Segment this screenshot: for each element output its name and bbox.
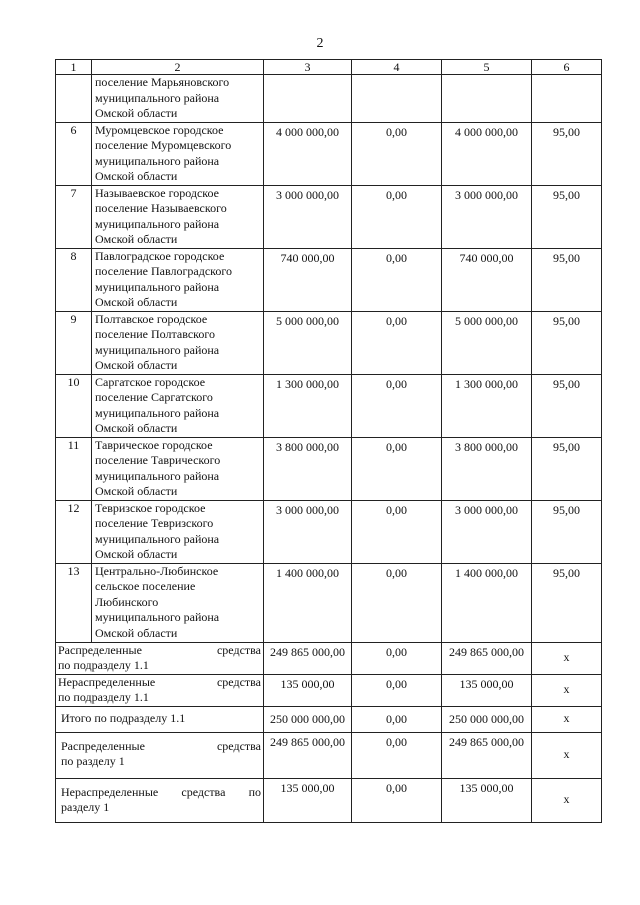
amount-col3: 1 300 000,00 [264,374,352,437]
amount-col5: 1 300 000,00 [442,374,532,437]
municipality-name [92,374,264,437]
not-applicable-mark: х [532,778,602,822]
amount-col4: 0,00 [352,674,442,706]
column-number: 2 [92,60,264,75]
name-line: Любинского [95,594,159,609]
amount-col4: 0,00 [352,500,442,563]
not-applicable-mark: х [532,674,602,706]
name-line: поселение Павлоградского [95,264,233,278]
table-row [56,311,602,374]
row-number: 7 [56,185,92,248]
summary-label [56,732,264,778]
name-line: Муромцевское городское [95,122,224,137]
amount-col5: 4 000 000,00 [442,122,532,185]
percent-col6: 95,00 [532,185,602,248]
column-number: 6 [532,60,602,75]
amount-col3: 135 000,00 [264,778,352,822]
percent-col6: 95,00 [532,311,602,374]
amount-col3: 4 000 000,00 [264,122,352,185]
name-line: поселение Таврического [95,453,221,467]
summary-word: средства [216,642,261,657]
amount-col4: 0,00 [352,374,442,437]
summary-label-line2: по разделу 1 [61,754,125,768]
amount-col3: 135 000,00 [264,674,352,706]
table-row [56,122,602,185]
municipality-name [92,122,264,185]
table-row [56,75,602,123]
amount-col4: 0,00 [352,706,442,732]
amount-col3: 250 000 000,00 [264,706,352,732]
allocation-table [55,59,602,823]
amount-col4: 0,00 [352,563,442,642]
amount-col5: 1 400 000,00 [442,563,532,642]
summary-label [56,674,264,706]
name-line: поселение Полтавского [95,327,215,341]
amount-col5: 3 800 000,00 [442,437,532,500]
percent-col6: 95,00 [532,122,602,185]
name-line: муниципального района [95,405,220,420]
name-line: сельское поселение [95,579,196,593]
amount-col5: 250 000 000,00 [442,706,532,732]
row-number: 9 [56,311,92,374]
summary-word: средства [216,738,261,753]
amount-col3 [264,75,352,123]
percent-col6: 95,00 [532,500,602,563]
name-line: Омской области [95,295,178,309]
summary-total-label: Итого по подразделу 1.1 [61,711,186,726]
name-line: поселение Муромцевского [95,138,232,152]
summary-word: по [248,784,261,799]
amount-col3: 249 865 000,00 [264,732,352,778]
name-line: поселение Называевского [95,201,227,215]
amount-col5 [442,75,532,123]
summary-label [56,642,264,674]
amount-col3: 5 000 000,00 [264,311,352,374]
page-number: 2 [316,36,324,51]
amount-col4: 0,00 [352,642,442,674]
municipality-name [92,75,264,123]
name-line: муниципального района [95,531,220,546]
amount-col4: 0,00 [352,778,442,822]
municipality-name [92,185,264,248]
name-line: Омской области [95,232,178,246]
column-number: 1 [56,60,92,75]
not-applicable-mark: х [532,732,602,778]
amount-col5: 5 000 000,00 [442,311,532,374]
amount-col5: 740 000,00 [442,248,532,311]
amount-col4: 0,00 [352,185,442,248]
percent-col6 [532,75,602,123]
amount-col5: 135 000,00 [442,778,532,822]
name-line: Таврическое городское [95,437,213,452]
row-number: 11 [56,437,92,500]
amount-col4: 0,00 [352,311,442,374]
summary-label-line1 [58,675,261,691]
table-row [56,437,602,500]
column-number: 3 [264,60,352,75]
table-row [56,563,602,642]
amount-col4: 0,00 [352,122,442,185]
summary-word: средства [216,674,261,689]
name-line: муниципального района [95,342,220,357]
summary-label [56,706,264,732]
name-line: Павлоградское городское [95,248,225,263]
column-numbers-row [56,60,602,75]
summary-label-line1 [61,739,261,755]
table-row [56,185,602,248]
amount-col3: 1 400 000,00 [264,563,352,642]
summary-row [56,642,602,674]
amount-col4: 0,00 [352,437,442,500]
amount-col4 [352,75,442,123]
name-line: муниципального района [95,216,220,231]
summary-label-line1 [58,643,261,659]
name-line: Омской области [95,358,178,372]
row-number: 10 [56,374,92,437]
name-line: Омской области [95,421,178,435]
table-row [56,248,602,311]
summary-label-line2: разделу 1 [61,800,110,814]
name-line: Омской области [95,547,178,561]
summary-word: Распределенные [61,738,145,753]
summary-row [56,732,602,778]
summary-label-line2: по подразделу 1.1 [58,658,149,672]
name-line: Называевское городское [95,185,219,200]
summary-label-line2: по подразделу 1.1 [58,690,149,704]
amount-col3: 3 000 000,00 [264,185,352,248]
summary-word: Нераспределенные [61,784,159,799]
amount-col5: 3 000 000,00 [442,500,532,563]
percent-col6: 95,00 [532,563,602,642]
summary-label-line1 [61,785,261,801]
amount-col4: 0,00 [352,248,442,311]
row-number [56,75,92,123]
summary-label [56,778,264,822]
summary-word: Распределенные [58,642,142,657]
name-line: поселение Тевризского [95,516,214,530]
amount-col5: 3 000 000,00 [442,185,532,248]
name-line: Омской области [95,106,178,120]
name-line: Саргатское городское [95,374,206,389]
name-line: Центрально-Любинское [95,563,219,578]
municipality-name [92,500,264,563]
name-line: Омской области [95,625,178,640]
not-applicable-mark: х [532,642,602,674]
amount-col3: 249 865 000,00 [264,642,352,674]
name-line: муниципального района [95,610,220,624]
amount-col3: 3 000 000,00 [264,500,352,563]
municipality-name [92,311,264,374]
amount-col5: 249 865 000,00 [442,642,532,674]
name-line: Омской области [95,484,178,498]
row-number: 6 [56,122,92,185]
not-applicable-mark: х [532,706,602,732]
amount-col5: 135 000,00 [442,674,532,706]
name-line: поселение Саргатского [95,390,213,404]
amount-col5: 249 865 000,00 [442,732,532,778]
municipality-name [92,248,264,311]
name-line: муниципального района [95,279,220,294]
name-line: Полтавское городское [95,311,208,326]
row-number: 8 [56,248,92,311]
summary-row [56,706,602,732]
summary-row [56,778,602,822]
table-row [56,374,602,437]
amount-col3: 3 800 000,00 [264,437,352,500]
name-line: Тевризское городское [95,500,206,515]
summary-word: Нераспределенные [58,674,156,689]
percent-col6: 95,00 [532,437,602,500]
name-line: поселение Марьяновского [95,75,230,89]
name-line: муниципального района [95,153,220,168]
summary-word: средства [181,784,226,799]
percent-col6: 95,00 [532,374,602,437]
row-number: 12 [56,500,92,563]
name-line: муниципального района [95,468,220,483]
amount-col3: 740 000,00 [264,248,352,311]
column-number: 4 [352,60,442,75]
name-line: муниципального района [95,90,220,105]
amount-col4: 0,00 [352,732,442,778]
municipality-name [92,563,264,642]
column-number: 5 [442,60,532,75]
municipality-name [92,437,264,500]
percent-col6: 95,00 [532,248,602,311]
name-line: Омской области [95,169,178,183]
table-row [56,500,602,563]
summary-row [56,674,602,706]
row-number: 13 [56,563,92,642]
